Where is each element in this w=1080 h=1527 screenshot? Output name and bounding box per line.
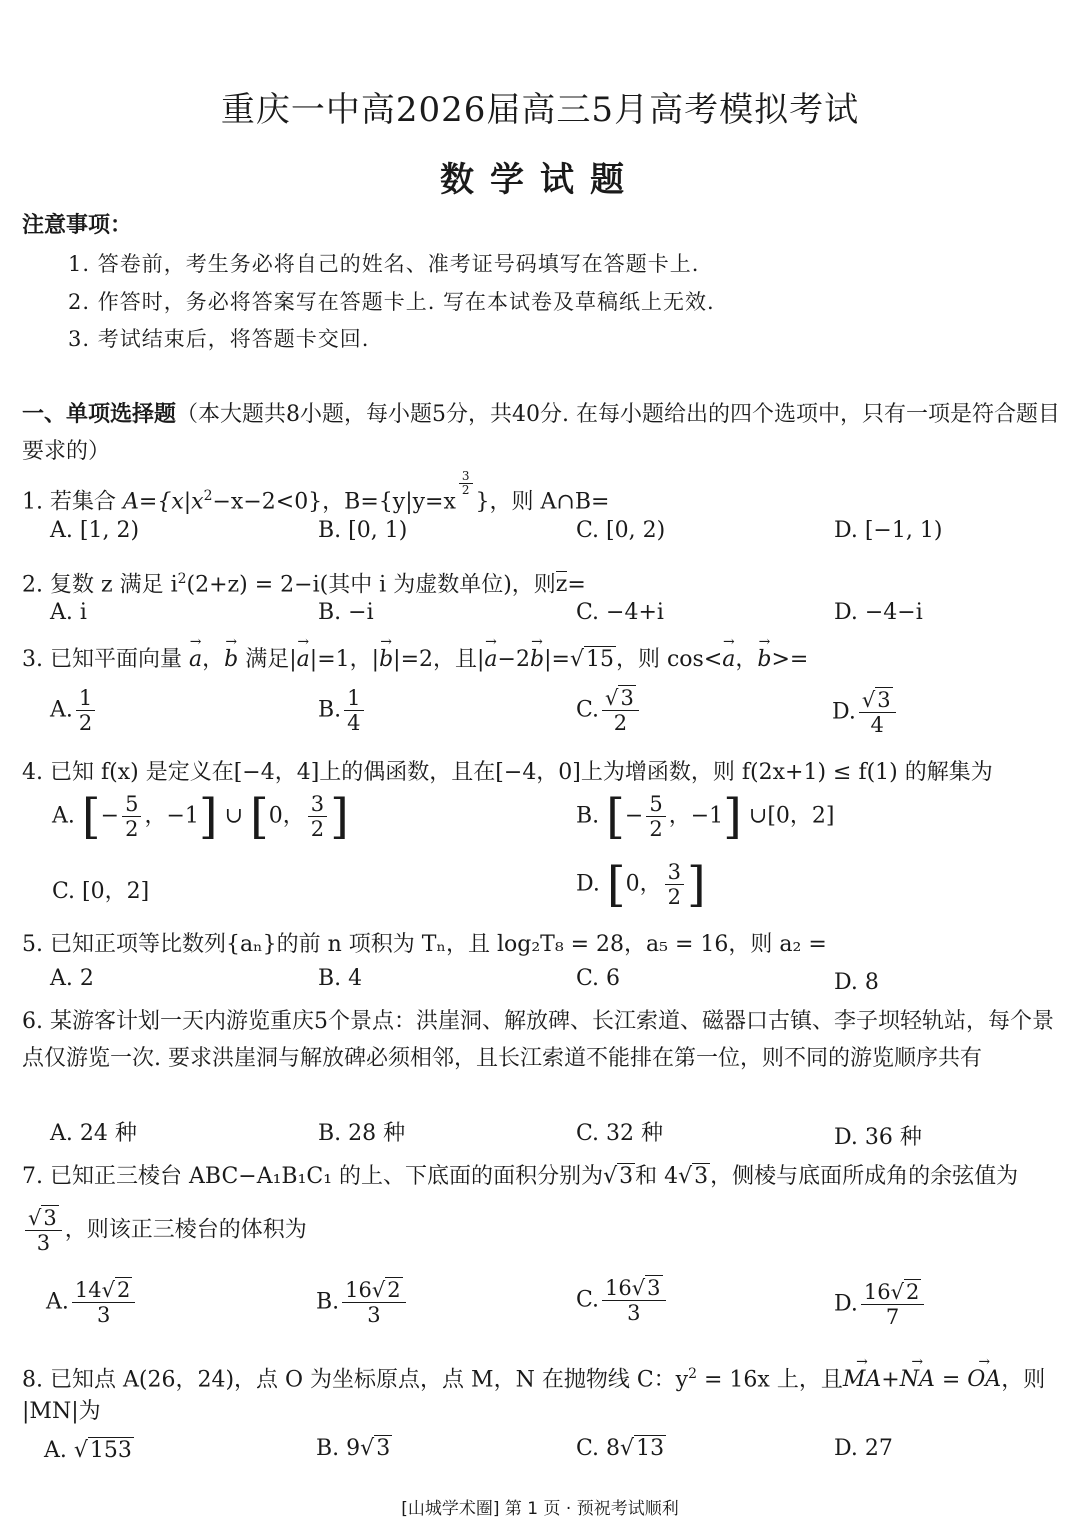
question-number: 7. (22, 1164, 43, 1189)
question-2: 2. 复数 z 满足 $i^2(2+z) = 2-i$(其中 i 为虚数单位)，则z= (22, 571, 586, 598)
exam-title: 重庆一中高2026届高三5月高考模拟考试 (220, 90, 860, 130)
option-b: B. [0, 1) (318, 518, 408, 543)
option-d: D. [−1, 1) (834, 518, 943, 543)
option-d: D. 27 (834, 1436, 893, 1461)
option-d: D. 36 种 (834, 1125, 922, 1150)
option-b: B. 28 种 (318, 1121, 406, 1146)
question-number: 5. (22, 932, 43, 957)
option-c: C. −4+i (576, 600, 664, 625)
question-5: 5. 已知正项等比数列{aₙ}的前 n 项积为 Tₙ，且 log₂T₈ = 28，a₅ = 16，则 a₂ = (22, 932, 827, 957)
option-d: D. $\frac{√3}{4}$ (832, 688, 899, 737)
option-b: B. −i (318, 600, 374, 625)
option-a: A. i (50, 600, 87, 625)
option-d: D. 8 (834, 970, 879, 995)
option-b: B. $\frac{16√2}{3}$ (316, 1278, 409, 1327)
question-number: 1. (22, 489, 43, 515)
question-7: 7. 已知正三棱台 ABC−A₁B₁C₁ 的上、下底面的面积分别为√3和 4√3，侧棱与底面所成角的余弦值为 (22, 1164, 1019, 1189)
option-b: B. [− $\frac{5}{2}$ ，−1] ∪[0，2] (576, 788, 835, 845)
option-a: A. 24 种 (50, 1121, 137, 1146)
question-1: 1. 若集合 $A=\{x|x^2-x-2<0\}$，B={y|y=x $^{\frac{3}{2}}$ }，则 A∩B= (22, 468, 610, 515)
option-c: C. 32 种 (576, 1121, 664, 1146)
option-a: A. [− $\frac{5}{2}$ ，−1] ∪ [0， $\frac{3}{2}$ ] (52, 788, 349, 845)
section-heading (22, 396, 1068, 470)
option-c: C. $\frac{16√3}{3}$ (576, 1276, 669, 1325)
option-b: B. 9√3 (316, 1436, 391, 1461)
exam-subject: 数学试题 (440, 160, 640, 200)
question-number: 4. (22, 760, 43, 785)
option-a: A. [1, 2) (50, 518, 140, 543)
option-d: D. −4−i (834, 600, 923, 625)
option-a: A. $\frac{14√2}{3}$ (46, 1278, 138, 1327)
question-number: 2. (22, 572, 43, 598)
question-7-line2: $\frac{√3}{3}$ ，则该正三棱台的体积为 (22, 1206, 1068, 1255)
option-c: C. [0, 2) (576, 518, 666, 543)
option-d: D. [0， $\frac{3}{2}$ ] (576, 856, 706, 913)
option-c: C. 6 (576, 966, 621, 991)
notice-item: 1. 答卷前，考生务必将自己的姓名、准考证号码填写在答题卡上. (68, 252, 700, 276)
section-title: 一、单项选择题 (22, 401, 177, 427)
page-footer: [山城学术圈] 第 1 页 · 预祝考试顺利 (401, 1499, 679, 1519)
option-a: A. √153 (44, 1438, 132, 1463)
option-a: A. $\frac{1}{2}$ (50, 686, 98, 735)
option-c: C. 8√13 (576, 1436, 665, 1461)
question-8: 8. 已知点 A(26，24)，点 O 为坐标原点，点 M，N 在抛物线 C：$y^2 = 16x$ 上，且→ MA+→ NA = → OA，则 (22, 1356, 1068, 1398)
option-b: B. $\frac{1}{4}$ (318, 686, 367, 735)
section-description: （本大题共8小题，每小题5分，共40分. 在每小题给出的四个选项中，只有一项是符合题目要求的） (22, 402, 1060, 464)
option-a: A. 2 (50, 966, 94, 991)
option-c: C. [0，2] (52, 879, 150, 904)
question-8-line2: |MN|为 (22, 1399, 101, 1424)
notice-item: 2. 作答时，务必将答案写在答题卡上. 写在本试卷及草稿纸上无效. (68, 290, 715, 314)
question-4: 4. 已知 f(x) 是定义在[−4，4]上的偶函数，且在[−4，0]上为增函数，则 f(2x+1) ≤ f(1) 的解集为 (22, 760, 993, 785)
question-3: 3. 已知平面向量 → a，→ b 满足|→ a|=1，|→ b|=2，且|→ a−2→ b|=√15，则 cos<→ a，→ b>= (22, 641, 1068, 678)
question-number: 6. (22, 1009, 43, 1034)
option-d: D. $\frac{16√2}{7}$ (834, 1280, 927, 1329)
notice-heading: 注意事项： (22, 212, 133, 238)
question-6: 6. 某游客计划一天内游览重庆5个景点：洪崖洞、解放碑、长江索道、磁器口古镇、李子坝轻轨站，每个景点仅游览一次. 要求洪崖洞与解放碑必须相邻，且长江索道不能排在第一位，则不同的游览顺序共有 (22, 1009, 1055, 1071)
question-number: 3. (22, 647, 43, 672)
option-b: B. 4 (318, 966, 363, 991)
option-c: C. $\frac{√3}{2}$ (576, 686, 642, 735)
notice-item: 3. 考试结束后，将答题卡交回. (68, 327, 370, 351)
question-number: 8. (22, 1367, 43, 1393)
